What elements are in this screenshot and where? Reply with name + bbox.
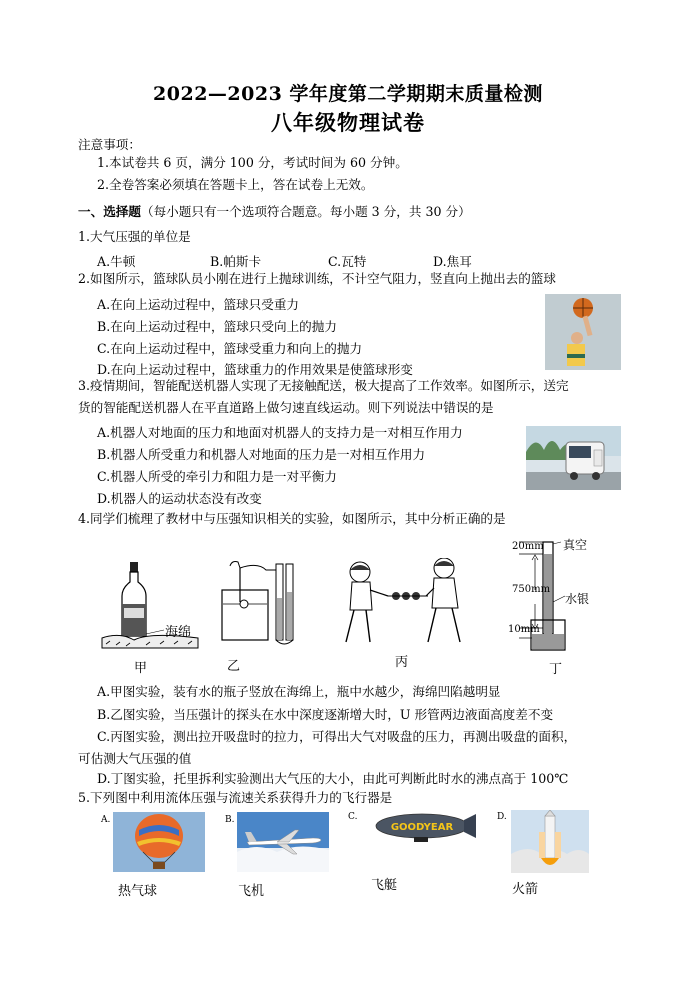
q5-letter-b: B.	[225, 815, 235, 825]
blimp-logo-text: GOODYEAR	[390, 822, 454, 833]
q2-option-a: A.在向上运动过程中，篮球只受重力	[97, 297, 300, 312]
basketball-photo	[545, 294, 621, 370]
q5-label-rocket: 火箭	[512, 882, 539, 897]
q1-option-b: B.帕斯卡	[210, 254, 262, 269]
rocket-photo	[511, 810, 589, 873]
figure-label-ding: 丁	[549, 662, 563, 677]
question-5-stem: 5.下列图中利用流体压强与流速关系获得升力的飞行器是	[78, 790, 393, 805]
question-3-stem-1: 3.疫情期间，智能配送机器人实现了无接触配送，极大提高了工作效率。如图所示，送完	[78, 378, 569, 393]
notice-heading: 注意事项：	[78, 137, 141, 152]
question-3-stem-2: 货的智能配送机器人在平直道路上做匀速直线运动。则下列说法中错误的是	[78, 400, 494, 415]
torricelli-750mm: 750mm	[512, 584, 551, 595]
q3-option-c: C.机器人所受的牵引力和阻力是一对平衡力	[97, 469, 337, 484]
figure-label-yi: 乙	[227, 659, 241, 674]
q5-label-airplane: 飞机	[238, 884, 265, 899]
hot-air-balloon-photo	[113, 812, 205, 872]
q3-option-b: B.机器人所受重力和机器人对地面的压力是一对相互作用力	[97, 447, 426, 462]
torricelli-vacuum-label: 真空	[563, 538, 588, 552]
q5-label-balloon: 热气球	[118, 884, 158, 899]
q5-letter-c: C.	[348, 812, 358, 822]
blimp-photo	[370, 812, 478, 870]
torricelli-10mm: 10mm	[508, 624, 540, 635]
notice-item-2: 2.全卷答案必须填在答题卡上，答在试卷上无效。	[97, 177, 374, 192]
q5-letter-a: A.	[101, 815, 111, 825]
q4-option-a: A.甲图实验，装有水的瓶子竖放在海绵上，瓶中水越少，海绵凹陷越明显	[97, 684, 501, 699]
q2-option-b: B.在向上运动过程中，篮球只受向上的抛力	[97, 319, 337, 334]
airplane-photo	[237, 812, 329, 872]
section-title: 一、选择题	[78, 204, 141, 219]
q3-option-a: A.机器人对地面的压力和地面对机器人的支持力是一对相互作用力	[97, 425, 463, 440]
figure-ding-torricelli	[505, 538, 605, 664]
q3-option-d: D.机器人的运动状态没有改变	[97, 491, 262, 506]
q2-option-d: D.在向上运动过程中，篮球重力的作用效果是使篮球形变	[97, 362, 413, 377]
exam-subtitle: 八年级物理试卷	[271, 110, 425, 135]
q4-option-c-2: 可估测大气压强的值	[78, 751, 192, 766]
torricelli-20mm: 20mm	[512, 541, 544, 552]
figure-label-jia: 甲	[134, 661, 148, 676]
q4-option-b: B.乙图实验，当压强计的探头在水中深度逐渐增大时，U 形管两边液面高度差不变	[97, 707, 554, 722]
figure-yi-pressure-gauge	[218, 558, 300, 650]
figure-bing-suction-cups	[336, 558, 472, 650]
section-note: （每小题只有一个选项符合题意。每小题 3 分，共 30 分）	[140, 204, 471, 219]
q4-option-d: D.丁图实验，托里拆利实验测出大气压的大小，由此可判断此时水的沸点高于 100℃	[97, 771, 569, 786]
figure-label-bing: 丙	[395, 655, 409, 670]
torricelli-mercury-label: 水银	[565, 592, 590, 606]
question-2-stem: 2.如图所示，篮球队员小刚在进行上抛球训练，不计空气阻力，竖直向上抛出去的篮球	[78, 271, 556, 286]
question-1-stem: 1.大气压强的单位是	[78, 229, 191, 244]
q4-option-c-1: C.丙图实验，测出拉开吸盘时的拉力，可得出大气对吸盘的压力，再测出吸盘的面积，	[97, 729, 577, 744]
q5-label-blimp: 飞艇	[371, 878, 398, 893]
q1-option-d: D.焦耳	[433, 254, 472, 269]
sponge-label: 海绵	[165, 625, 192, 640]
q1-option-c: C.瓦特	[328, 254, 367, 269]
question-4-stem: 4.同学们梳理了教材中与压强知识相关的实验，如图所示，其中分析正确的是	[78, 511, 506, 526]
notice-item-1: 1.本试卷共 6 页，满分 100 分，考试时间为 60 分钟。	[97, 155, 408, 170]
exam-title: 2022—2023 学年度第二学期期末质量检测	[153, 83, 543, 105]
delivery-robot-photo	[526, 426, 621, 490]
section-heading	[78, 204, 471, 220]
q1-option-a: A.牛顿	[97, 254, 136, 269]
q5-letter-d: D.	[497, 812, 507, 822]
q2-option-c: C.在向上运动过程中，篮球受重力和向上的抛力	[97, 341, 363, 356]
